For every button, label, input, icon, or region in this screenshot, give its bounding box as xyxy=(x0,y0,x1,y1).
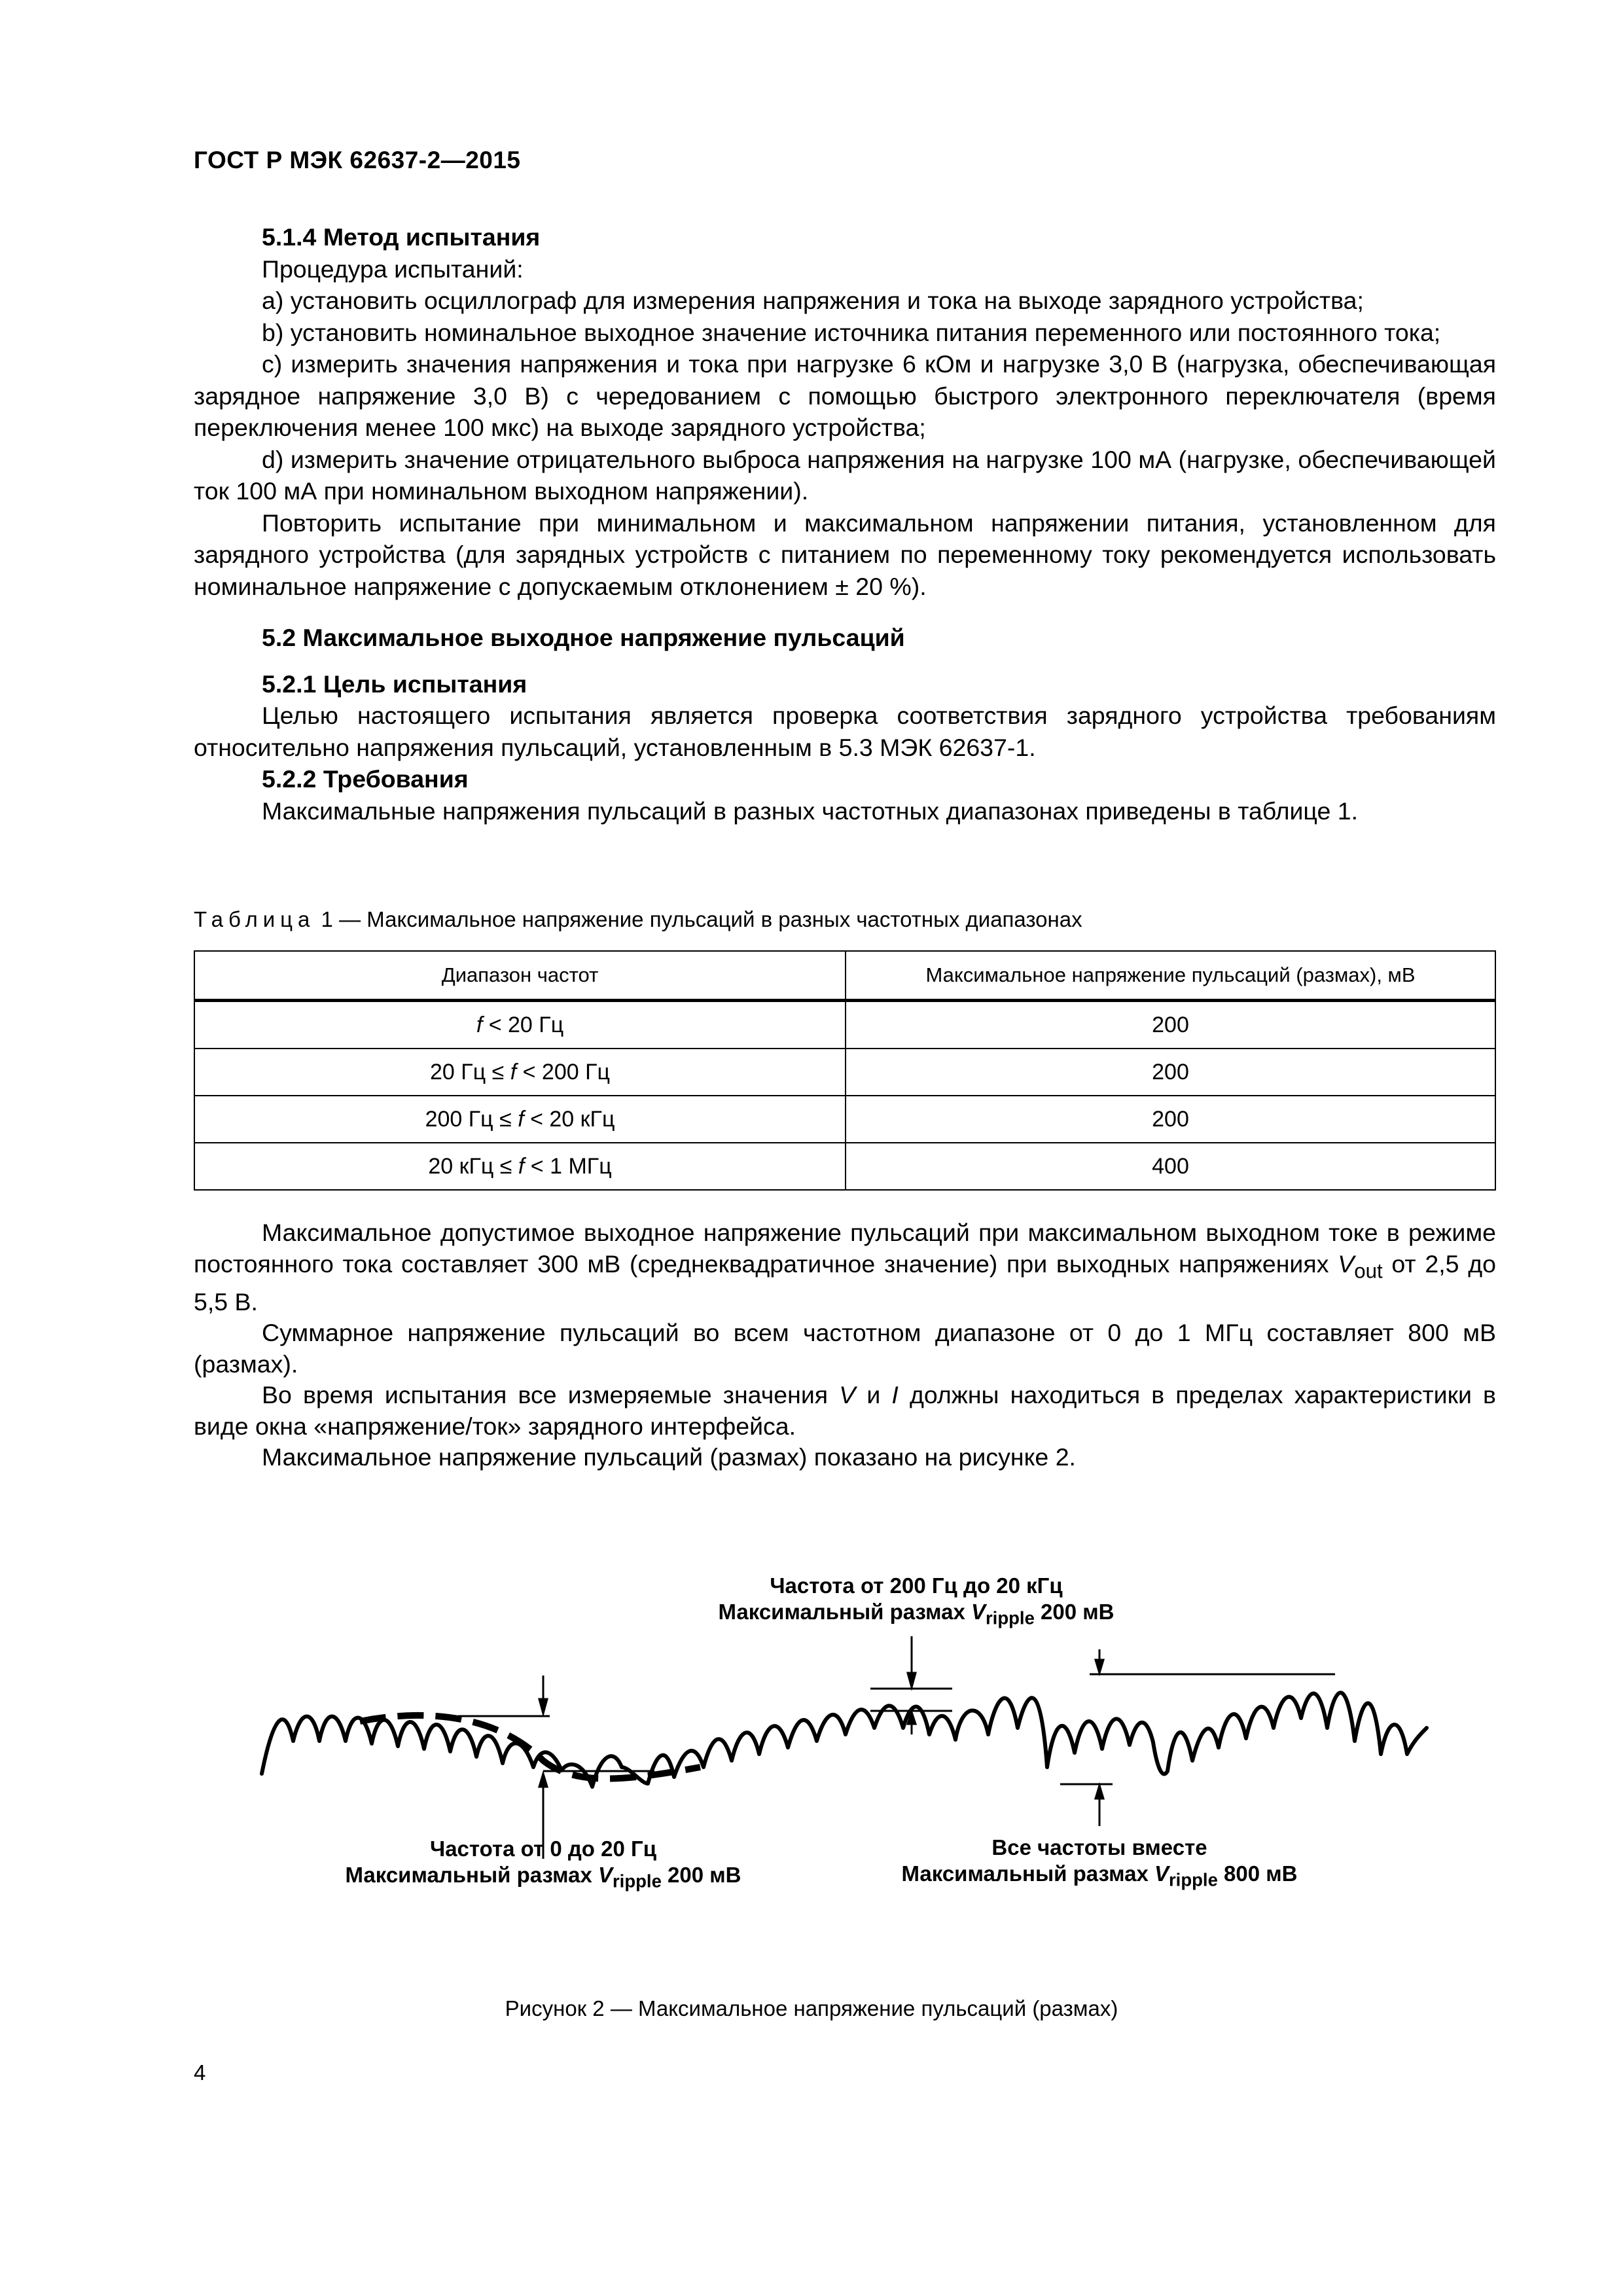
right-measure-marker xyxy=(1060,1649,1335,1826)
body-text-bottom xyxy=(194,1217,1496,1473)
total-ripple-paragraph: Суммарное напряжение пульсаций во всем частотном диапазоне от 0 до 1 МГц составляет 800 мВ (размах). xyxy=(194,1319,1496,1378)
table-cell-value: 200 xyxy=(846,1096,1495,1143)
list-item-b: b) установить номинальное выходное значение источника питания переменного или постоянного тока; xyxy=(262,318,1441,346)
table-cell-value: 200 xyxy=(846,1001,1495,1049)
label-200hz-20khz: Частота от 200 Гц до 20 кГц Максимальный размах $V_{ripple}$ 200 мВ xyxy=(718,1573,1115,1628)
label-all-frequencies: Все частоты вместе Максимальный размах $V_{ripple}$ 800 мВ xyxy=(901,1835,1298,1890)
right-top-arrowhead xyxy=(1096,1660,1103,1673)
table-header-row xyxy=(194,951,1495,1001)
figure-reference-paragraph: Максимальное напряжение пульсаций (размах) показано на рисунке 2. xyxy=(262,1443,1076,1471)
trend-dashed-line xyxy=(360,1715,700,1779)
standard-header: ГОСТ Р МЭК 62637-2—2015 xyxy=(194,147,521,173)
table-header-cell: Диапазон частот xyxy=(194,951,846,1001)
heading-5-2-2: 5.2.2 Требования xyxy=(262,765,469,793)
window-paragraph: Во время испытания все измеряемые значения V и I должны находиться в пределах характеристики в виде окна «напряжение/ток» зарядного интерфейса. xyxy=(194,1381,1496,1440)
top-measure-marker xyxy=(870,1636,952,1734)
heading-5-2-1: 5.2.1 Цель испытания xyxy=(262,670,527,698)
page-number: 4 xyxy=(194,2060,206,2085)
table-caption-word: Таблица xyxy=(194,907,315,931)
table-header-cell: Максимальное напряжение пульсаций (размах), мВ xyxy=(846,951,1495,1001)
table-row xyxy=(194,1096,1495,1143)
table-caption xyxy=(194,907,1082,932)
purpose-paragraph: Целью настоящего испытания является проверка соответствия зарядного устройства требованиям относительно напряжения пульсаций, установленным в 5.3 МЭК 62637-1. xyxy=(194,702,1496,761)
figure-caption: Рисунок 2 — Максимальное напряжение пульсаций (размах) xyxy=(505,1996,1118,2020)
requirements-paragraph: Максимальные напряжения пульсаций в разных частотных диапазонах приведены в таблице 1. xyxy=(262,797,1359,825)
list-item-c: c) измерить значения напряжения и тока при нагрузке 6 кОм и нагрузке 3,0 В (нагрузка, обеспечивающая зарядное напряжение 3,0 В) с чередованием с помощью быстрого электронного переключателя (время переключения менее 100 мкс) на выходе зарядного устройства; xyxy=(194,350,1496,441)
table-row xyxy=(194,1049,1495,1096)
heading-5-2: 5.2 Максимальное выходное напряжение пульсаций xyxy=(262,624,905,651)
table-row xyxy=(194,1143,1495,1190)
procedure-intro: Процедура испытаний: xyxy=(262,255,524,283)
repeat-paragraph: Повторить испытание при минимальном и максимальном напряжении питания, установленном для зарядного устройства (для зарядных устройств с питанием по переменному току рекомендуется использовать номинальное напряжение с допускаемым отклонением ± 20 %). xyxy=(194,509,1496,600)
table-row xyxy=(194,1001,1495,1049)
table-cell-value: 400 xyxy=(846,1143,1495,1190)
right-bottom-arrowhead xyxy=(1096,1785,1103,1799)
table-cell-range: 20 Гц ≤ f < 200 Гц xyxy=(194,1049,846,1096)
list-item-d: d) измерить значение отрицательного выброса напряжения на нагрузке 100 мА (нагрузке, обеспечивающей ток 100 мА при номинальном выходном напряжении). xyxy=(194,445,1496,505)
top-down-arrowhead xyxy=(908,1673,916,1687)
ripple-table xyxy=(194,950,1496,1191)
body-text-top xyxy=(194,221,1496,827)
label-0-20hz: Частота от 0 до 20 Гц Максимальный размах $V_{ripple}$ 200 мВ xyxy=(345,1837,741,1892)
left-top-arrowhead xyxy=(539,1699,547,1713)
heading-5-1-4: 5.1.4 Метод испытания xyxy=(262,223,541,251)
table-cell-range: f < 20 Гц xyxy=(194,1001,846,1049)
max-ripple-paragraph: Максимальное допустимое выходное напряжение пульсаций при максимальном выходном токе в режиме постоянного тока составляет 300 мВ (среднеквадратичное значение) при выходных напряжениях $V_{out}$ от 2,5 до 5,5 В. xyxy=(194,1219,1496,1316)
table-caption-text: 1 — Максимальное напряжение пульсаций в разных частотных диапазонах xyxy=(315,907,1082,931)
table-cell-range: 20 кГц ≤ f < 1 МГц xyxy=(194,1143,846,1190)
left-bottom-arrowhead xyxy=(539,1774,547,1787)
figure-2 xyxy=(0,1558,1623,1977)
ripple-waveform xyxy=(262,1693,1427,1787)
list-item-a: a) установить осциллограф для измерения напряжения и тока на выходе зарядного устройства; xyxy=(262,287,1364,314)
table-cell-value: 200 xyxy=(846,1049,1495,1096)
table-cell-range: 200 Гц ≤ f < 20 кГц xyxy=(194,1096,846,1143)
